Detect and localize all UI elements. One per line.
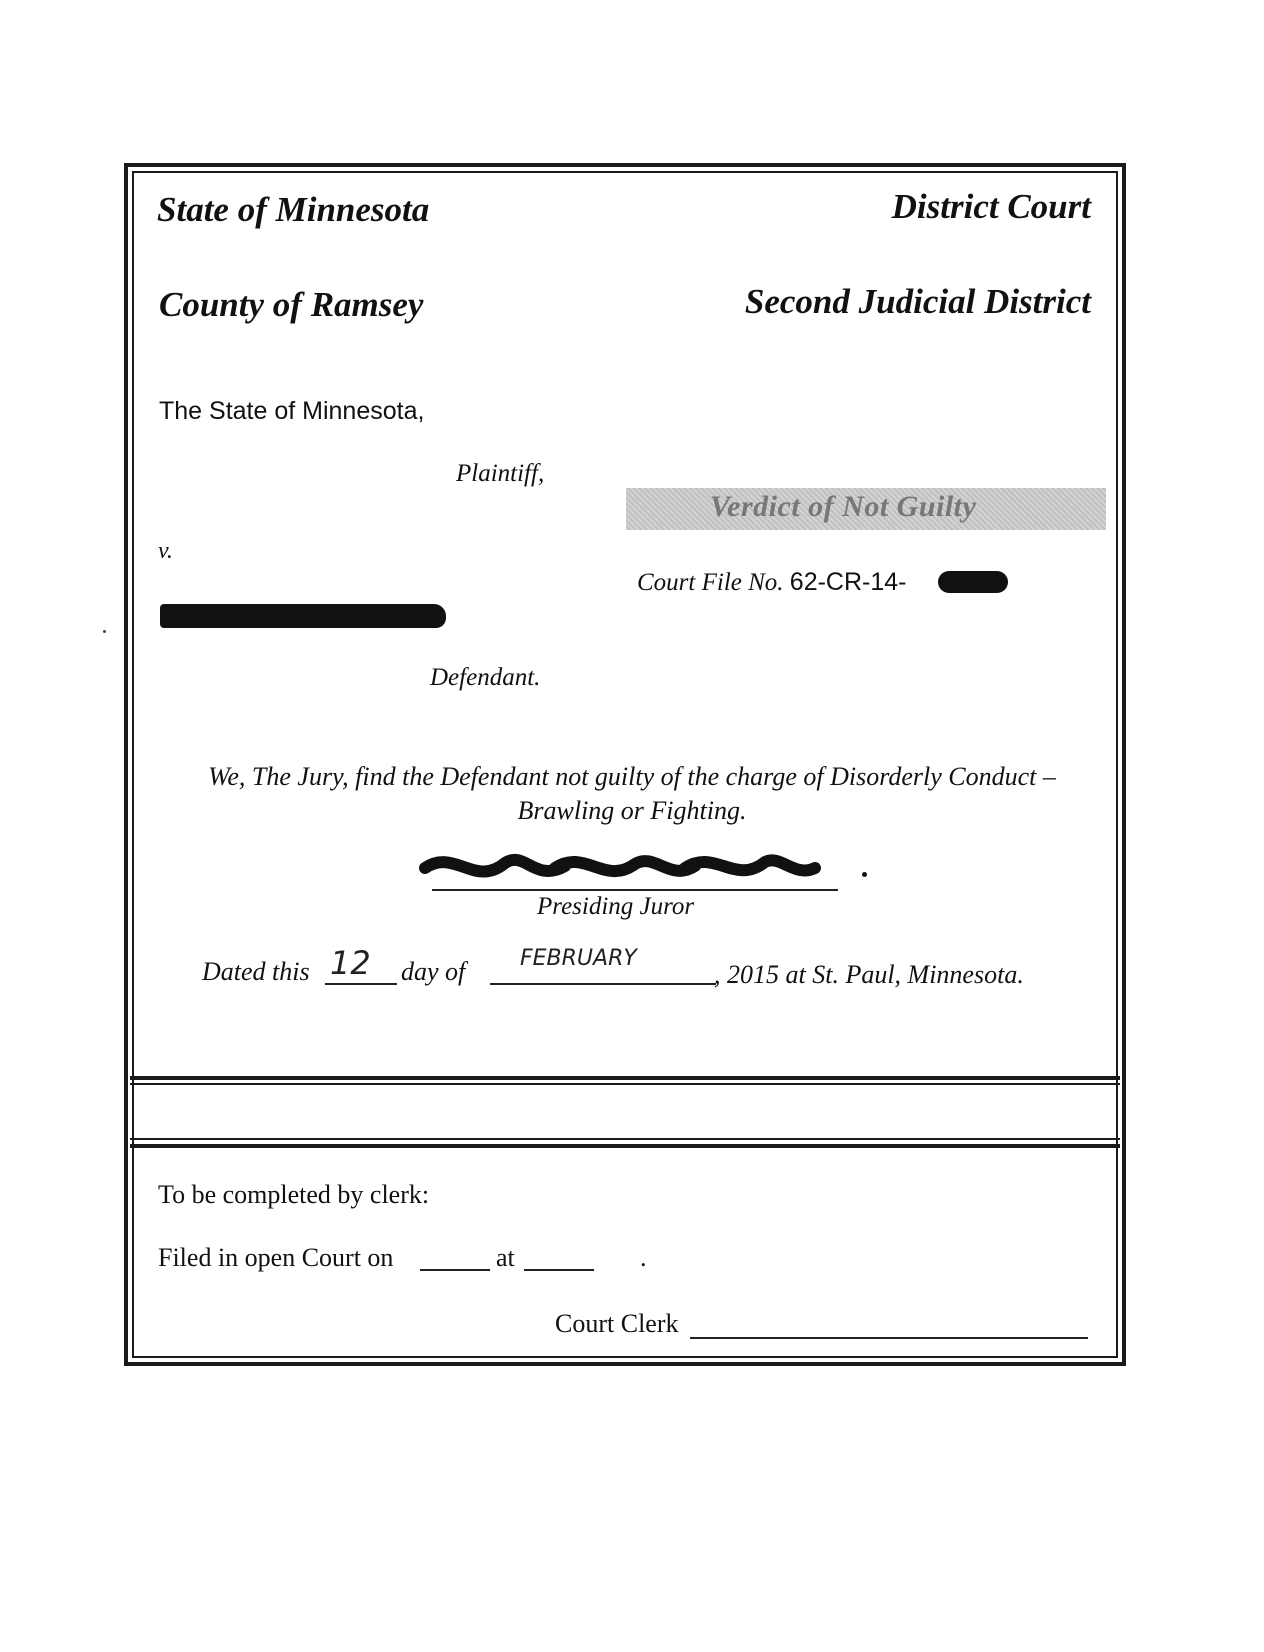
presiding-juror-label: Presiding Juror [537, 893, 695, 920]
verdict-line-2: Brawling or Fighting. [517, 796, 747, 825]
plaintiff-label: Plaintiff, [456, 460, 545, 487]
defendant-name-redaction [160, 604, 446, 628]
filed-date-line [420, 1269, 490, 1271]
divider-2b [130, 1144, 1120, 1148]
month-handwritten: FEBRUARY [520, 946, 637, 971]
document-title: Verdict of Not Guilty [710, 490, 977, 523]
dated-prefix: Dated this [202, 957, 310, 986]
court-file-line [637, 568, 907, 597]
district-heading: Second Judicial District [744, 282, 1091, 321]
court-clerk-signature-line [690, 1337, 1088, 1339]
county-heading: County of Ramsey [159, 285, 424, 324]
filed-text: Filed in open Court on [158, 1243, 394, 1272]
divider-1b [130, 1083, 1120, 1085]
court-file-redaction [938, 571, 1008, 593]
day-line [325, 983, 397, 985]
plaintiff-name: The State of Minnesota, [159, 397, 425, 425]
dated-suffix: , 2015 at St. Paul, Minnesota. [714, 960, 1024, 989]
filed-time-line [524, 1269, 594, 1271]
signature-dot [862, 872, 867, 877]
signature-line [432, 889, 838, 891]
divider-2a [130, 1138, 1120, 1140]
filed-period: . [640, 1243, 647, 1272]
court-heading: District Court [891, 187, 1091, 226]
court-clerk-label: Court Clerk [555, 1309, 679, 1338]
day-handwritten: 12 [330, 944, 371, 982]
verdict-line-1: We, The Jury, find the Defendant not guilty of the charge of Disorderly Conduct – [208, 762, 1056, 791]
defendant-label: Defendant. [430, 664, 541, 691]
court-file-label: Court File No. [637, 569, 784, 596]
filed-at-text: at [496, 1243, 515, 1272]
scan-speck [103, 630, 106, 633]
month-line [490, 983, 716, 985]
day-of-label: day of [401, 957, 466, 986]
state-heading: State of Minnesota [157, 190, 430, 229]
clerk-heading: To be completed by clerk: [158, 1180, 430, 1209]
versus-label: v. [158, 538, 173, 564]
court-file-number: 62-CR-14- [789, 568, 907, 596]
divider-1a [130, 1076, 1120, 1080]
